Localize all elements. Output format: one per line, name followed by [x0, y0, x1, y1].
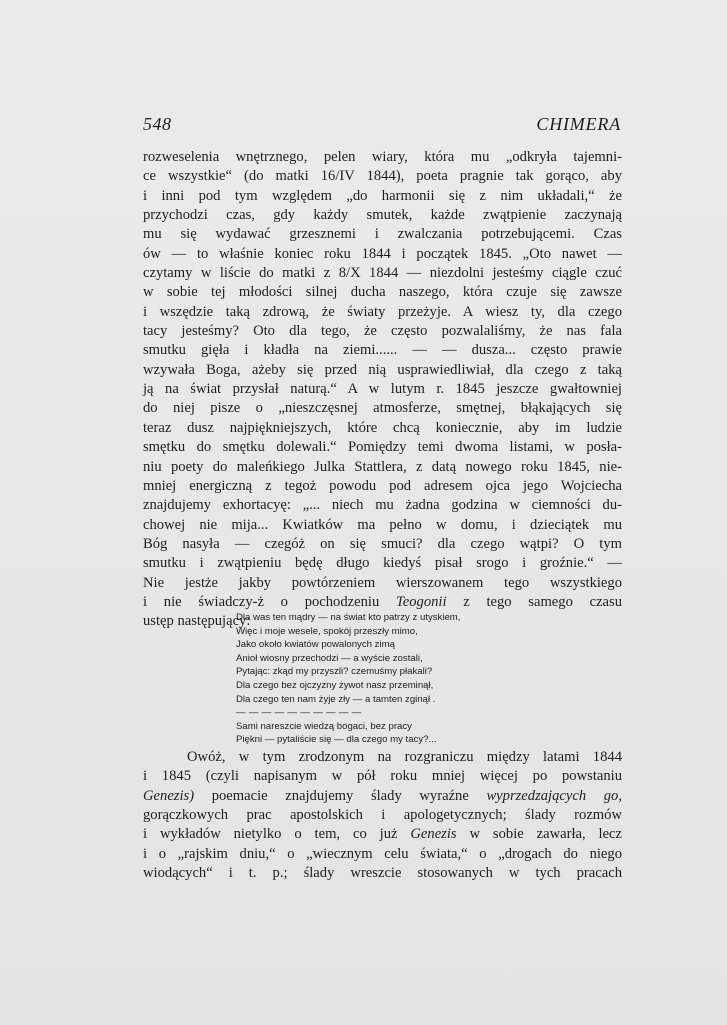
- text-segment: i wykładów nietylko o tem, co już: [143, 826, 411, 843]
- text-line: czytamy w liście do matki z 8/X 1844 — niezdolni jesteśmy ciągle czuć: [143, 265, 622, 282]
- text-line: [143, 593, 622, 612]
- poem-verse: Dla czego ten nam żyje zły — a tamten zginął .: [236, 693, 436, 705]
- text-line: wiodących“ i t. p.; ślady wreszcie stosowanych w tych pracach: [143, 865, 622, 882]
- page-header: [143, 114, 621, 138]
- page-number: 548: [143, 114, 172, 134]
- text-line: do niej pisze o „nieszczęsnej atmosferze, smętnej, błąkających się: [143, 400, 622, 417]
- text-line: ustęp następujący:: [143, 613, 251, 630]
- paragraph-2: [143, 748, 622, 883]
- text-line: smutku i zwątpieniu będę długo kiedyś pisał srogo i groźnie.“ —: [143, 555, 622, 572]
- text-line: Nie jestże jakby powtórzeniem wierszowanem tego wszystkiego: [143, 574, 622, 591]
- poem-verse: Anioł wiosny przechodzi — a wyście zostali,: [236, 652, 423, 664]
- text-line: i o „rajskim dniu,“ o „wiecznym celu świata,“ o „drogach do niego: [143, 845, 622, 862]
- text-line: Owóż, w tym zrodzonym na rozgraniczu między latami 1844: [187, 749, 622, 765]
- text-line: Bóg nasyła — czegóż on się smuci? dla czego wątpi? O tym: [143, 535, 622, 552]
- poem-verse: Jako około kwiatów powalonych zimą: [236, 639, 395, 651]
- text-line: wzywała Boga, ażeby się przed nią usprawiedliwiał, dla czego z taką: [143, 361, 622, 378]
- text-line: znajdujemy exhortacyę: „... niech mu żadna godzina w ciemności du-: [143, 497, 622, 514]
- text-line: mu się wydawać grzesznemi i zwalczania potrzebującemi. Czas: [143, 226, 622, 243]
- running-title: CHIMERA: [536, 114, 621, 134]
- text-line: ją na świat przysłał naturą.“ A w lutym r. 1845 jeszcze gwałtowniej: [143, 381, 622, 398]
- italic-title: Genezis): [143, 787, 195, 804]
- poem-verse: Więc i moje wesele, spokój przeszły mimo,: [236, 625, 418, 637]
- text-line: w sobie tej młodości silnej ducha naszego, która czuje się zawsze: [143, 284, 622, 301]
- text-line: teraz dusz najpiękniejszych, które chcą koniecznie, aby im ludzie: [143, 419, 622, 436]
- poem-verse: Sami nareszcie wiedzą bogaci, bez pracy: [236, 720, 412, 732]
- text-segment: i nie świadczy-ż o pochodzeniu: [143, 593, 396, 610]
- poem-quotation: [236, 611, 536, 747]
- italic-text: wyprzedzających go,: [486, 787, 623, 804]
- text-line: gorączkowych prac apostolskich i apologetycznych; ślady rozmów: [143, 807, 622, 824]
- text-line: chowej nie mija... Kwiatków ma pełno w domu, i dzieciątek mu: [143, 516, 622, 533]
- text-segment: w sobie zawarła, lecz: [456, 826, 623, 843]
- text-line: i wszędzie taką zdrową, że światy przeżyje. A wiesz ty, dla czego: [143, 303, 622, 320]
- text-line: smętku do smętku dolewali.“ Pomiędzy temi dwoma listami, w posła-: [143, 439, 622, 456]
- text-line: [143, 825, 622, 844]
- text-line: mniej energiczną z tegoż powodu pod adresem ojca jego Wojciecha: [143, 477, 622, 494]
- poem-verse: Piękni — pytaliście się — dla czego my tacy?...: [236, 734, 437, 746]
- poem-verse: Dla czego bez ojczyzny żywot nasz przeminął,: [236, 679, 434, 691]
- paragraph-1: [143, 148, 622, 632]
- text-segment: poemacie znajdujemy ślady wyraźne: [194, 787, 487, 804]
- text-line: [143, 787, 622, 806]
- text-line: i 1845 (czyli napisanym w pół roku mniej więcej po powstaniu: [143, 768, 622, 785]
- italic-title: Genezis: [410, 826, 457, 843]
- text-line: smutku gięła i kładła na ziemi...... — — dusza... często prawie: [143, 342, 622, 359]
- text-segment: z tego samego czasu: [446, 593, 623, 610]
- poem-verse: Dla was ten mądry — na świat kto patrzy z utyskiem,: [236, 612, 461, 623]
- poem-ellipsis-dashes: — — — — — — — — — —: [236, 707, 362, 719]
- text-line: przychodzi czas, gdy każdy smutek, każde zwątpienie zaczynają: [143, 207, 622, 224]
- poem-verse: Pytając: zkąd my przyszli? czemuśmy płakali?: [236, 666, 433, 678]
- text-line: ów — to właśnie koniec roku 1844 i początek 1845. „Oto nawet —: [143, 245, 622, 262]
- text-line: rozweselenia wnętrznego, pelen wiary, która mu „odkryła tajemni-: [143, 149, 622, 165]
- text-line: niu poety do maleńkiego Julka Stattlera, z datą nowego roku 1845, nie-: [143, 458, 622, 475]
- italic-title: Teogonii: [395, 593, 447, 610]
- text-line: i inni pod tym względem „do harmonii się z nim układali,“ że: [143, 187, 622, 204]
- text-line: tacy jesteśmy? Oto dla tego, że często pozwalaliśmy, że nas fala: [143, 323, 622, 340]
- text-line: ce wszystkie“ (do matki 16/IV 1844), poeta pragnie tak gorąco, aby: [143, 168, 622, 185]
